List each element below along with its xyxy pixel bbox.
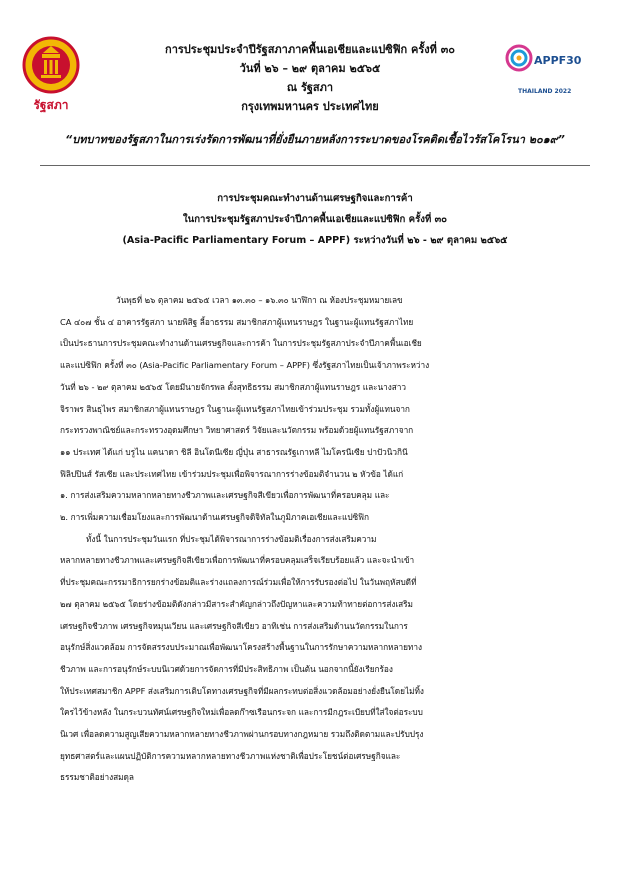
paragraph-2-line: หลากหลายทางชีวภาพและเศรษฐกิจสีเขียวเพื่อการพัฒนาที่ครอบคลุมเสร็จเรียบร้อยแล้ว และจะนำเข้า <box>60 555 415 566</box>
paragraph-1-line: วันที่ ๒๖ - ๒๙ ตุลาคม ๒๕๖๕ โดยมีนายจักรพล ตั้งสุทธิธรรม สมาชิกสภาผู้แทนราษฎร และนางสาว <box>60 381 407 392</box>
title-line-3: (Asia-Pacific Parliamentary Forum – APPF) ระหว่างวันที่ ๒๖ - ๒๙ ตุลาคม ๒๕๖๕ <box>122 235 508 246</box>
appf30-logo-text: APPF30 <box>534 54 582 67</box>
paragraph-2-line: ใครไว้ข้างหลัง ในกระบวนทัศน์เศรษฐกิจใหม่เพื่อลดก๊าซเรือนกระจก และการมีกฎระเบียบที่ใส่ใจต่อระบบ <box>60 707 423 718</box>
paragraph-1-line: กระทรวงพาณิชย์และกระทรวงอุดมศึกษา วิทยาศาสตร์ วิจัยและนวัตกรรม พร้อมด้วยผู้แทนรัฐสภาจาก <box>60 425 414 436</box>
paragraph-1-line: เป็นประธานการประชุมคณะทำงานด้านเศรษฐกิจและการค้า ในการประชุมรัฐสภาประจำปีภาคพื้นเอเชีย <box>60 338 422 349</box>
paragraph-1-line: ฟิลิปปินส์ รัสเซีย และประเทศไทย เข้าร่วมประชุมเพื่อพิจารณาการร่างข้อมติจำนวน ๒ หัวข้อ ได้แก่ <box>60 468 404 479</box>
appf30-logo-subtext: THAILAND 2022 <box>518 88 572 95</box>
paragraph-2-line: เศรษฐกิจชีวภาพ เศรษฐกิจหมุนเวียน และเศรษฐกิจสีเขียว อาทิเช่น การส่งเสริมด้านนวัตกรรมในการ <box>60 620 408 631</box>
document-header <box>0 0 630 160</box>
appf30-logo-icon <box>505 38 585 88</box>
paragraph-1-line: วันพุธที่ ๒๖ ตุลาคม ๒๕๖๕ เวลา ๑๓.๓๐ – ๑๖.๓๐ นาฬิกา ณ ห้องประชุมหมายเลข <box>116 295 403 305</box>
paragraph-1-line: CA ๔๐๗ ชั้น ๔ อาคารรัฐสภา นายพิสิฐ ลี้อาธรรม สมาชิกสภาผู้แทนราษฎร ในฐานะผู้แทนรัฐสภาไทย <box>60 316 414 327</box>
paragraph-2-line: ชีวภาพ และการอนุรักษ์ระบบนิเวศด้วยการจัดการที่มีประสิทธิภาพ เป็นต้น นอกจากนี้ยังเรียกร้อง <box>60 663 393 674</box>
title-line-2: ในการประชุมรัฐสภาประจำปีภาคพื้นเอเชียและแปซิฟิก ครั้งที่ ๓๐ <box>182 214 448 225</box>
meeting-venue: ณ รัฐสภา <box>286 81 334 94</box>
paragraph-2-line: ทั้งนี้ ในการประชุมวันแรก ที่ประชุมได้พิจารณาการร่างข้อมติเรื่องการส่งเสริมความ <box>86 533 377 544</box>
paragraph-1-line: และแปซิฟิก ครั้งที่ ๓๐ (Asia-Pacific Parliamentary Forum – APPF) ซึ่งรัฐสภาไทยเป็นเจ้าภาพระหว่าง <box>60 360 430 371</box>
meeting-name: การประชุมประจำปีรัฐสภาภาคพื้นเอเชียและแปซิฟิก ครั้งที่ ๓๐ <box>165 43 455 56</box>
parliament-emblem-icon <box>22 36 80 98</box>
title-line-1: การประชุมคณะทำงานด้านเศรษฐกิจและการค้า <box>217 193 413 204</box>
meeting-city: กรุงเทพมหานคร ประเทศไทย <box>241 100 379 113</box>
paragraph-2-line: อนุรักษ์สิ่งแวดล้อม การจัดสรรงบประมาณเพื่อพัฒนาโครงสร้างพื้นฐานในการรักษาความหลากหลายทาง <box>60 642 422 653</box>
parliament-logo-text: รัฐสภา <box>33 98 69 112</box>
paragraph-1-line: ๑. การส่งเสริมความหลากหลายทางชีวภาพและเศรษฐกิจสีเขียวเพื่อการพัฒนาที่ครอบคลุม และ <box>60 490 390 501</box>
paragraph-2-line: ๒๗ ตุลาคม ๒๕๖๕ โดยร่างข้อมติดังกล่าวมีสาระสำคัญกล่าวถึงปัญหาและความท้าทายต่อการส่งเสริม <box>60 598 413 609</box>
header-divider <box>40 165 590 166</box>
paragraph-2-line: ที่ประชุมคณะกรรมาธิการยกร่างข้อมติและร่างแถลงการณ์ร่วมเพื่อให้การรับรองต่อไป ในวันพฤหัสบดีที่ <box>60 577 417 588</box>
paragraph-2-line: นิเวศ เพื่อลดความสูญเสียความหลากหลายทางชีวภาพผ่านกรอบทางกฎหมาย รวมถึงติดตามและปรับปรุง <box>60 729 424 740</box>
paragraph-2-line: ให้ประเทศสมาชิก APPF ส่งเสริมการเติบโตทางเศรษฐกิจที่มีผลกระทบต่อสิ่งแวดล้อมอย่างยั่งยืนโดยไม่ทิ้ง <box>60 685 424 696</box>
paragraph-1-line: จิราพร สินธุไพร สมาชิกสภาผู้แทนราษฎร ในฐานะผู้แทนรัฐสภาไทยเข้าร่วมประชุม รวมทั้งผู้แทนจาก <box>60 403 410 414</box>
meeting-theme: “บทบาทของรัฐสภาในการเร่งรัดการพัฒนาที่ยั่งยืนภายหลังการระบาดของโรคติดเชื้อไวรัสโคโรนา ๒๐๑๙” <box>65 133 565 146</box>
paragraph-2-line: ธรรมชาติอย่างสมดุล <box>60 772 134 783</box>
meeting-dates: วันที่ ๒๖ – ๒๙ ตุลาคม ๒๕๖๕ <box>239 62 381 75</box>
document-body <box>60 290 572 789</box>
document-title <box>40 188 590 251</box>
paragraph-1-line: ๒. การเพิ่มความเชื่อมโยงและการพัฒนาด้านเศรษฐกิจดิจิทัลในภูมิภาคเอเชียและแปซิฟิก <box>60 512 369 523</box>
paragraph-2-line: ยุทธศาสตร์และแผนปฏิบัติการความหลากหลายทางชีวภาพแห่งชาติเพื่อประโยชน์ต่อเศรษฐกิจและ <box>60 750 401 761</box>
paragraph-1-line: ๑๑ ประเทศ ได้แก่ บรูไน แคนาดา ชิลี อินโดนีเซีย ญี่ปุ่น สาธารณรัฐเกาหลี ไมโครนีเซีย ปาปัวนิวกินี <box>60 446 408 457</box>
meeting-heading <box>110 40 510 116</box>
